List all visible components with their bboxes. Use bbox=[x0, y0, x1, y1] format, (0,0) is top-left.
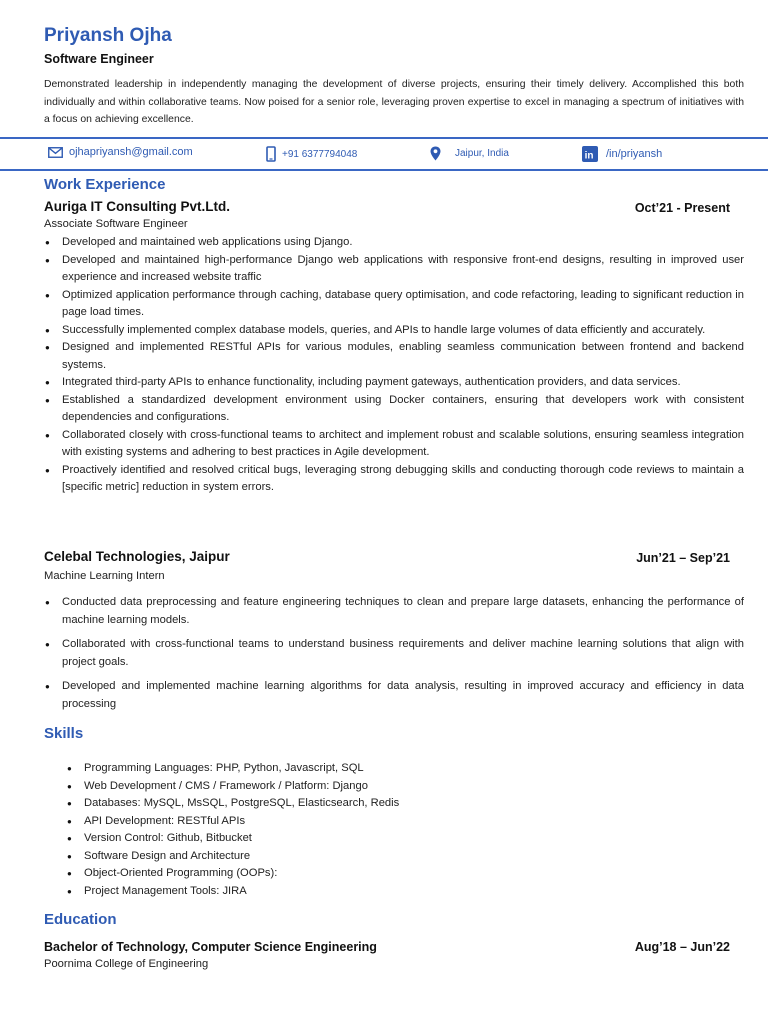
section-title-education: Education bbox=[44, 911, 117, 928]
contact-divider bbox=[0, 169, 768, 171]
phone-text[interactable]: +91 6377794048 bbox=[282, 148, 358, 160]
education-dates: Aug’18 – Jun’22 bbox=[634, 940, 730, 954]
contact-phone[interactable] bbox=[266, 146, 357, 162]
list-item: ● Optimized application performance through caching, database query optimisation, and code refactoring, leading to significant reduction in page load times. bbox=[44, 287, 744, 322]
list-item: ● Designed and implemented RESTful APIs for various modules, enabling seamless communication between frontend and backend systems. bbox=[44, 339, 744, 374]
company-name-celebal: Celebal Technologies, Jaipur bbox=[44, 549, 230, 564]
degree-title: Bachelor of Technology, Computer Science Engineering bbox=[44, 940, 377, 954]
mail-icon bbox=[48, 147, 63, 158]
bullet-list-auriga bbox=[44, 234, 744, 497]
dates-celebal: Jun’21 – Sep’21 bbox=[636, 551, 730, 565]
list-item: ● Successfully implemented complex database models, queries, and APIs to handle large volumes of data efficiently and accurately. bbox=[44, 322, 744, 340]
bullet-list-celebal bbox=[44, 594, 744, 720]
list-item: ● Established a standardized development environment using Docker containers, ensuring that developers work with consistent dependencies and configurations. bbox=[44, 392, 744, 427]
dates-auriga: Oct’21 - Present bbox=[634, 201, 730, 215]
skills-list bbox=[66, 760, 566, 900]
top-divider bbox=[0, 137, 768, 139]
section-title-skills: Skills bbox=[44, 725, 84, 742]
svg-text:in: in bbox=[584, 150, 594, 162]
list-item: ● Developed and implemented machine learning algorithms for data analysis, resulting in improved accuracy and efficiency in data processing bbox=[44, 678, 744, 713]
location-pin-icon bbox=[430, 146, 441, 161]
role-celebal: Machine Learning Intern bbox=[44, 570, 165, 582]
contact-email[interactable] bbox=[48, 146, 193, 158]
school-name: Poornima College of Engineering bbox=[44, 958, 209, 970]
location-text: Jaipur, India bbox=[455, 148, 509, 159]
list-item: ● Developed and maintained web applications using Django. bbox=[44, 234, 744, 252]
contact-linkedin[interactable] bbox=[582, 146, 662, 162]
list-item: ● Databases: MySQL, MsSQL, PostgreSQL, Elasticsearch, Redis bbox=[66, 795, 566, 813]
company-name-auriga: Auriga IT Consulting Pvt.Ltd. bbox=[44, 199, 230, 214]
summary-paragraph: Demonstrated leadership in independently managing the development of diverse projects, ensuring their timely delivery. Accomplished this both individually and within collaborative teams. Now poised for a senior role, leveraging proven expertise to excel in managing a spectrum of initiatives with a focus on achieving excellence. bbox=[44, 79, 744, 125]
list-item: ● Version Control: Github, Bitbucket bbox=[66, 830, 566, 848]
list-item: ● Web Development / CMS / Framework / Platform: Django bbox=[66, 778, 566, 796]
list-item: ● Collaborated closely with cross-functional teams to architect and implement robust and scalable solutions, ensuring seamless integration with existing systems and adhering to best practices in Agile development. bbox=[44, 427, 744, 462]
list-item: ● Project Management Tools: JIRA bbox=[66, 883, 566, 901]
phone-icon bbox=[266, 146, 276, 162]
candidate-name: Priyansh Ojha bbox=[44, 25, 172, 46]
list-item: ● Programming Languages: PHP, Python, Javascript, SQL bbox=[66, 760, 566, 778]
linkedin-icon bbox=[582, 146, 598, 162]
list-item: ● Developed and maintained high-performance Django web applications with responsive front-end designs, resulting in improved user experience and increased website traffic bbox=[44, 252, 744, 287]
list-item: ● Integrated third-party APIs to enhance functionality, including payment gateways, authentication providers, and data services. bbox=[44, 374, 744, 392]
list-item: ● Collaborated with cross-functional teams to understand business requirements and deliver machine learning solutions that align with project goals. bbox=[44, 636, 744, 671]
list-item: ● Software Design and Architecture bbox=[66, 848, 566, 866]
list-item: ● API Development: RESTful APIs bbox=[66, 813, 566, 831]
list-item: ● Object-Oriented Programming (OOPs): bbox=[66, 865, 566, 883]
role-auriga: Associate Software Engineer bbox=[44, 218, 188, 230]
contact-location bbox=[430, 146, 509, 161]
list-item: ● Conducted data preprocessing and feature engineering techniques to clean and prepare large datasets, enhancing the performance of machine learning models. bbox=[44, 594, 744, 629]
list-item: ● Proactively identified and resolved critical bugs, leveraging strong debugging skills and conducting thorough code reviews to maintain a [specific metric] reduction in system errors. bbox=[44, 462, 744, 497]
email-text[interactable]: ojhapriyansh@gmail.com bbox=[69, 146, 193, 158]
candidate-title: Software Engineer bbox=[44, 52, 154, 66]
linkedin-link[interactable]: /in/priyansh bbox=[606, 148, 663, 160]
section-title-work-experience: Work Experience bbox=[44, 176, 166, 193]
